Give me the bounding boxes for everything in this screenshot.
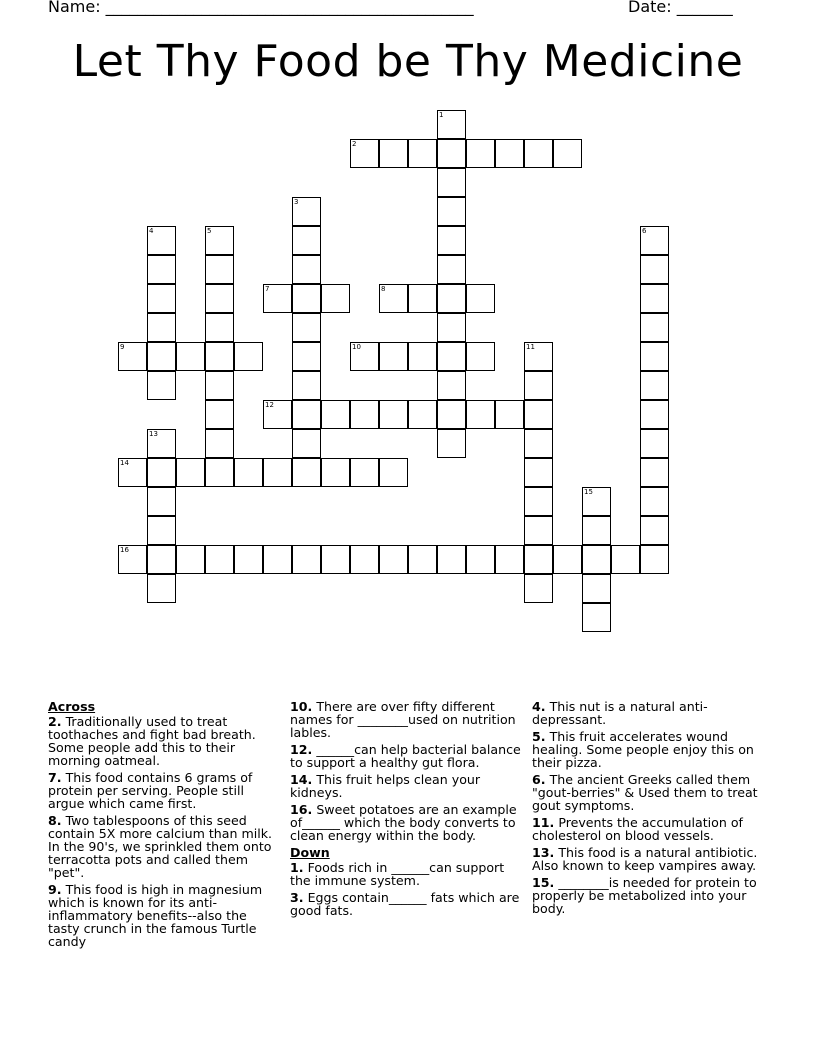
clue-item — [532, 773, 770, 812]
grid-cell[interactable] — [524, 139, 553, 168]
grid-cell[interactable] — [292, 545, 321, 574]
clue-item — [532, 700, 770, 726]
grid-cell[interactable] — [524, 458, 553, 487]
grid-cell[interactable] — [437, 110, 466, 139]
grid-cell[interactable] — [147, 284, 176, 313]
grid-cell[interactable] — [437, 197, 466, 226]
clue-column-1 — [48, 700, 276, 952]
clue-item — [532, 876, 770, 915]
cell-number: 5 — [207, 227, 212, 235]
grid-cell[interactable] — [524, 400, 553, 429]
grid-cell[interactable] — [640, 516, 669, 545]
grid-cell[interactable] — [495, 545, 524, 574]
grid-cell[interactable] — [437, 429, 466, 458]
clue-number: 14. — [290, 772, 313, 787]
grid-cell[interactable] — [350, 342, 379, 371]
grid-cell[interactable] — [205, 429, 234, 458]
grid-cell[interactable] — [263, 284, 292, 313]
grid-cell[interactable] — [437, 342, 466, 371]
grid-cell[interactable] — [292, 197, 321, 226]
grid-cell[interactable] — [263, 458, 292, 487]
grid-cell[interactable] — [147, 574, 176, 603]
clue-text: Eggs contain______ fats which are good fats. — [290, 890, 520, 918]
grid-cell[interactable] — [553, 139, 582, 168]
grid-cell[interactable] — [147, 487, 176, 516]
clue-text: Traditionally used to treat toothaches and fight bad breath. Some people add this to their morning oatmeal. — [48, 714, 256, 768]
grid-cell[interactable] — [205, 284, 234, 313]
clue-item — [290, 773, 522, 799]
across-heading: Across — [48, 699, 96, 714]
grid-cell[interactable] — [176, 458, 205, 487]
grid-cell[interactable] — [292, 371, 321, 400]
grid-cell[interactable] — [437, 545, 466, 574]
clue-text: ______can help bacterial balance to support a healthy gut flora. — [290, 742, 521, 770]
grid-cell[interactable] — [379, 400, 408, 429]
grid-cell[interactable] — [321, 400, 350, 429]
grid-cell[interactable] — [437, 255, 466, 284]
grid-cell[interactable] — [147, 255, 176, 284]
clue-number: 9. — [48, 882, 62, 897]
grid-cell[interactable] — [437, 139, 466, 168]
grid-cell[interactable] — [379, 284, 408, 313]
grid-cell[interactable] — [437, 313, 466, 342]
clue-number: 7. — [48, 770, 62, 785]
grid-cell[interactable] — [408, 139, 437, 168]
grid-cell[interactable] — [437, 371, 466, 400]
grid-cell[interactable] — [292, 226, 321, 255]
cell-number: 4 — [149, 227, 154, 235]
clue-number: 8. — [48, 813, 62, 828]
grid-cell[interactable] — [205, 342, 234, 371]
clue-text: This food is a natural antibiotic. Also known to keep vampires away. — [532, 845, 758, 873]
cell-number: 11 — [526, 343, 535, 351]
clue-item — [532, 816, 770, 842]
grid-cell[interactable] — [147, 516, 176, 545]
grid-cell[interactable] — [147, 371, 176, 400]
grid-cell[interactable] — [640, 545, 669, 574]
grid-cell[interactable] — [234, 342, 263, 371]
grid-cell[interactable] — [205, 371, 234, 400]
clue-text: ________is needed for protein to properly be metabolized into your body. — [532, 875, 757, 916]
grid-cell[interactable] — [292, 313, 321, 342]
grid-cell[interactable] — [437, 400, 466, 429]
cell-number: 3 — [294, 198, 299, 206]
grid-cell[interactable] — [408, 545, 437, 574]
grid-cell[interactable] — [640, 255, 669, 284]
grid-cell[interactable] — [582, 603, 611, 632]
grid-cell[interactable] — [582, 487, 611, 516]
grid-cell[interactable] — [205, 458, 234, 487]
grid-cell[interactable] — [466, 342, 495, 371]
grid-cell[interactable] — [640, 429, 669, 458]
grid-cell[interactable] — [640, 342, 669, 371]
clue-number: 5. — [532, 729, 546, 744]
clue-item — [290, 743, 522, 769]
clue-column-3 — [532, 700, 770, 919]
clue-number: 11. — [532, 815, 555, 830]
grid-cell[interactable] — [205, 226, 234, 255]
grid-cell[interactable] — [582, 516, 611, 545]
grid-cell[interactable] — [524, 545, 553, 574]
grid-cell[interactable] — [640, 458, 669, 487]
grid-cell[interactable] — [292, 458, 321, 487]
grid-cell[interactable] — [350, 139, 379, 168]
grid-cell[interactable] — [205, 545, 234, 574]
grid-cell[interactable] — [205, 255, 234, 284]
grid-cell[interactable] — [292, 284, 321, 313]
grid-cell[interactable] — [292, 400, 321, 429]
grid-cell[interactable] — [524, 342, 553, 371]
grid-cell[interactable] — [118, 458, 147, 487]
clue-item — [48, 771, 276, 810]
grid-cell[interactable] — [524, 574, 553, 603]
clue-item — [48, 883, 276, 948]
grid-cell[interactable] — [350, 545, 379, 574]
clue-text: Sweet potatoes are an example of______ which the body converts to clean energy within the body. — [290, 802, 517, 843]
clue-item — [532, 846, 770, 872]
grid-cell[interactable] — [408, 400, 437, 429]
grid-cell[interactable] — [379, 342, 408, 371]
grid-cell[interactable] — [292, 342, 321, 371]
cell-number: 2 — [352, 140, 357, 148]
grid-cell[interactable] — [466, 400, 495, 429]
cell-number: 15 — [584, 488, 593, 496]
grid-cell[interactable] — [321, 545, 350, 574]
cell-number: 9 — [120, 343, 125, 351]
clue-text: The ancient Greeks called them "gout-berries" & Used them to treat gout symptoms. — [532, 772, 758, 813]
grid-cell[interactable] — [582, 574, 611, 603]
clue-text: There are over fifty different names for ________used on nutrition lables. — [290, 699, 516, 740]
clue-number: 13. — [532, 845, 555, 860]
grid-cell[interactable] — [466, 284, 495, 313]
clue-item — [48, 715, 276, 767]
grid-cell[interactable] — [205, 400, 234, 429]
grid-cell[interactable] — [640, 284, 669, 313]
page-title: Let Thy Food be Thy Medicine — [72, 36, 744, 87]
cell-number: 12 — [265, 401, 274, 409]
grid-cell[interactable] — [379, 139, 408, 168]
cell-number: 13 — [149, 430, 158, 438]
clue-number: 4. — [532, 699, 546, 714]
grid-cell[interactable] — [466, 545, 495, 574]
grid-cell[interactable] — [205, 313, 234, 342]
grid-cell[interactable] — [263, 400, 292, 429]
grid-cell[interactable] — [611, 545, 640, 574]
cell-number: 8 — [381, 285, 386, 293]
name-line[interactable]: Name: ______________________________________________ — [48, 0, 474, 16]
cell-number: 16 — [120, 546, 129, 554]
grid-cell[interactable] — [147, 429, 176, 458]
clue-number: 10. — [290, 699, 313, 714]
grid-cell[interactable] — [147, 545, 176, 574]
grid-cell[interactable] — [234, 458, 263, 487]
clue-number: 1. — [290, 860, 304, 875]
clue-item — [290, 861, 522, 887]
grid-cell[interactable] — [321, 458, 350, 487]
clue-item — [48, 814, 276, 879]
clue-text: This food is high in magnesium which is known for its anti-inflammatory benefits--also the tasty crunch in the famous Turtle candy — [48, 882, 263, 949]
clue-number: 12. — [290, 742, 313, 757]
grid-cell[interactable] — [147, 226, 176, 255]
cell-number: 1 — [439, 111, 444, 119]
grid-cell[interactable] — [379, 458, 408, 487]
grid-cell[interactable] — [147, 342, 176, 371]
grid-cell[interactable] — [640, 313, 669, 342]
clue-text: Two tablespoons of this seed contain 5X more calcium than milk. In the 90's, we sprinkled them onto terracotta pots and called them "pet". — [48, 813, 273, 880]
grid-cell[interactable] — [640, 226, 669, 255]
grid-cell[interactable] — [263, 545, 292, 574]
grid-cell[interactable] — [640, 400, 669, 429]
grid-cell[interactable] — [176, 545, 205, 574]
cell-number: 6 — [642, 227, 647, 235]
clue-text: This fruit helps clean your kidneys. — [290, 772, 481, 800]
grid-cell[interactable] — [524, 487, 553, 516]
grid-cell[interactable] — [408, 342, 437, 371]
grid-cell[interactable] — [495, 139, 524, 168]
grid-cell[interactable] — [582, 545, 611, 574]
clue-item — [290, 803, 522, 842]
grid-cell[interactable] — [524, 429, 553, 458]
grid-cell[interactable] — [553, 545, 582, 574]
clue-text: Prevents the accumulation of cholesterol on blood vessels. — [532, 815, 743, 843]
clue-item — [532, 730, 770, 769]
cell-number: 10 — [352, 343, 361, 351]
grid-cell[interactable] — [321, 284, 350, 313]
grid-cell[interactable] — [118, 342, 147, 371]
clue-number: 6. — [532, 772, 546, 787]
cell-number: 14 — [120, 459, 129, 467]
grid-cell[interactable] — [118, 545, 147, 574]
grid-cell[interactable] — [495, 400, 524, 429]
grid-cell[interactable] — [437, 168, 466, 197]
clue-item — [290, 891, 522, 917]
grid-cell[interactable] — [234, 545, 263, 574]
grid-cell[interactable] — [147, 458, 176, 487]
grid-cell[interactable] — [524, 516, 553, 545]
clue-number: 16. — [290, 802, 313, 817]
grid-cell[interactable] — [292, 429, 321, 458]
clue-item — [290, 700, 522, 739]
grid-cell[interactable] — [350, 400, 379, 429]
grid-cell[interactable] — [437, 226, 466, 255]
grid-cell[interactable] — [640, 371, 669, 400]
clue-column-2 — [290, 700, 522, 921]
clue-text: This food contains 6 grams of protein per serving. People still argue which came first. — [48, 770, 253, 811]
date-line[interactable]: Date: _______ — [628, 0, 733, 16]
clue-number: 15. — [532, 875, 555, 890]
grid-cell[interactable] — [147, 313, 176, 342]
grid-cell[interactable] — [408, 284, 437, 313]
grid-cell[interactable] — [437, 284, 466, 313]
grid-cell[interactable] — [524, 371, 553, 400]
clue-text: This nut is a natural anti-depressant. — [532, 699, 708, 727]
clue-text: This fruit accelerates wound healing. Some people enjoy this on their pizza. — [532, 729, 754, 770]
grid-cell[interactable] — [379, 545, 408, 574]
cell-number: 7 — [265, 285, 270, 293]
grid-cell[interactable] — [292, 255, 321, 284]
clue-number: 2. — [48, 714, 62, 729]
grid-cell[interactable] — [350, 458, 379, 487]
down-heading: Down — [290, 845, 330, 860]
grid-cell[interactable] — [640, 487, 669, 516]
grid-cell[interactable] — [466, 139, 495, 168]
clue-number: 3. — [290, 890, 304, 905]
grid-cell[interactable] — [176, 342, 205, 371]
clue-text: Foods rich in ______can support the immune system. — [290, 860, 505, 888]
